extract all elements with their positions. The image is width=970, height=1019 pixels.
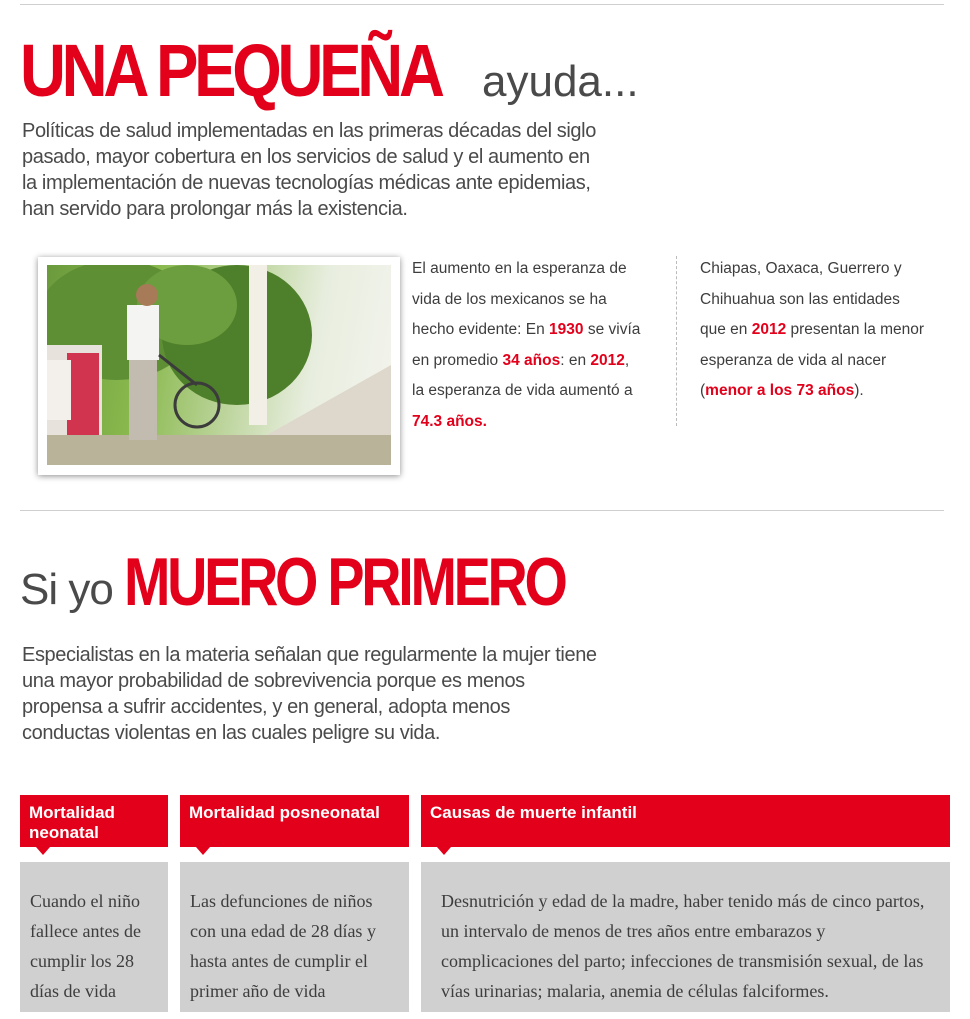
card-neonatal-title: Mortalidad neonatal <box>20 795 168 847</box>
top-divider <box>20 4 944 5</box>
section1-title-small: ayuda... <box>482 57 639 106</box>
col2-text-3: ). <box>854 382 864 399</box>
col2-text-2: presentan la menor esperanza de vida al nacer ( <box>700 321 925 399</box>
age-34: 34 años <box>502 351 561 369</box>
section2-intro: Especialistas en la materia señalan que regularmente la mujer tiene una mayor probabilidad de sobrevivencia porque es menos propensa a sufrir accidentes, y en general, adopta menos conductas violentas en las cuales peligre su vida. <box>22 644 597 744</box>
col1-text-4: , la esperanza de vida aumentó a <box>412 351 633 399</box>
photo-frame <box>38 257 400 475</box>
section-divider <box>20 510 944 511</box>
card-causes-title: Causas de muerte infantil <box>421 795 950 847</box>
states-text <box>700 254 928 407</box>
year-1930: 1930 <box>549 321 584 338</box>
col2-text-1: Chiapas, Oaxaca, Guerrero y Chihuahua son las entidades que en <box>700 260 902 338</box>
section2-title-small: Si yo <box>20 565 113 614</box>
col1-text-1: El aumento en la esperanza de vida de los mexicanos se ha hecho evidente: En <box>412 260 627 338</box>
age-74-3: 74.3 años. <box>412 412 487 430</box>
under-73: menor a los 73 años <box>705 382 855 399</box>
card-neonatal-body: Cuando el niño fallece antes de cumplir los 28 días de vida <box>20 862 168 1012</box>
section1-title <box>20 29 639 112</box>
section1-title-big: UNA PEQUEÑA <box>20 29 441 112</box>
section2-title-big: MUERO PRIMERO <box>124 544 565 620</box>
col1-text-2: se vivía en promedio <box>412 321 641 369</box>
elderly-man-photo <box>47 265 391 465</box>
card-posneonatal-title: Mortalidad posneonatal <box>180 795 409 847</box>
year-2012-b: 2012 <box>751 321 787 338</box>
col1-text-3: : en <box>560 351 591 369</box>
year-2012: 2012 <box>590 351 625 369</box>
dashed-divider <box>676 256 677 426</box>
life-expectancy-text <box>412 254 644 437</box>
card-posneonatal-body: Las defunciones de niños con una edad de 28 días y hasta antes de cumplir el primer año de vida <box>180 862 409 1012</box>
section1-intro: Políticas de salud implementadas en las primeras décadas del siglo pasado, mayor cobertura en los servicios de salud y el aumento en la implementación de nuevas tecnologías médicas ante epidemias, han servido para prolongar más la existencia. <box>22 120 596 220</box>
card-causes-body: Desnutrición y edad de la madre, haber tenido más de cinco partos, un intervalo de menos de tres años entre embarazos y complicaciones del parto; infecciones de transmisión sexual, de las vías urinarias; malaria, anemia de células falciformes. <box>421 862 950 1012</box>
